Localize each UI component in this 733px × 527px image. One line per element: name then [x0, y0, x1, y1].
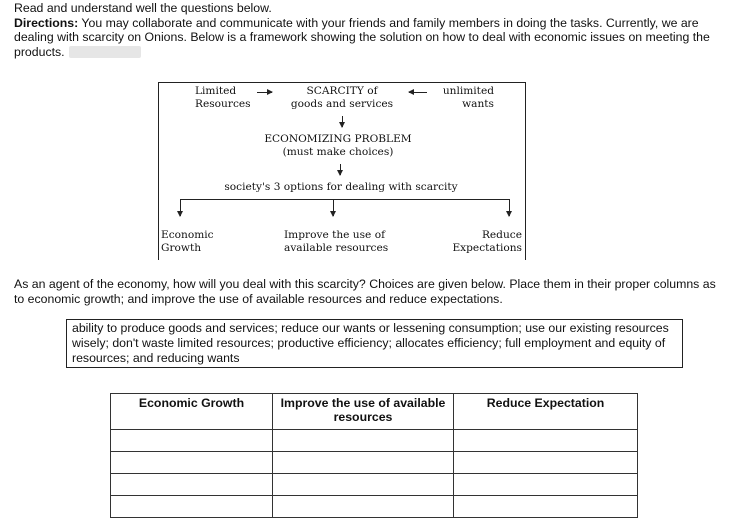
- header-reduce-expectation: Reduce Expectation: [454, 394, 638, 430]
- table-header-row: [111, 394, 638, 430]
- arrow-down-icon: [509, 199, 510, 216]
- frame-right-border: [525, 82, 526, 260]
- frame-left-border: [158, 82, 159, 260]
- answer-cell[interactable]: [111, 452, 273, 474]
- answer-cell[interactable]: [111, 430, 273, 452]
- economic-growth-label: Economic Growth: [161, 229, 214, 254]
- answer-cell[interactable]: [111, 474, 273, 496]
- limited-resources-label: Limited Resources: [195, 85, 251, 110]
- economizing-problem-label: ECONOMIZING PROBLEM (must make choices): [264, 133, 412, 158]
- table-row: [111, 496, 638, 518]
- answer-cell[interactable]: [273, 430, 454, 452]
- arrow-down-icon: [180, 199, 181, 216]
- answer-cell[interactable]: [273, 496, 454, 518]
- answer-cell[interactable]: [273, 452, 454, 474]
- table-row: [111, 474, 638, 496]
- answer-cell[interactable]: [111, 496, 273, 518]
- answer-cell[interactable]: [273, 474, 454, 496]
- three-options-label: society's 3 options for dealing with scarcity: [224, 181, 458, 193]
- frame-top-border: [158, 82, 526, 83]
- reduce-expectations-label: Reduce Expectations: [452, 229, 522, 254]
- arrow-down-icon: [333, 199, 334, 216]
- table-row: [111, 452, 638, 474]
- header-improve-resources: Improve the use of available resources: [273, 394, 454, 430]
- scarcity-label: SCARCITY of goods and services: [290, 85, 394, 110]
- answer-table: [110, 393, 638, 518]
- header-economic-growth: Economic Growth: [111, 394, 273, 430]
- instruction-line: Read and understand well the questions below.: [14, 1, 272, 15]
- unlimited-wants-label: unlimited wants: [442, 85, 494, 110]
- directions-label: Directions:: [14, 15, 79, 30]
- table-row: [111, 430, 638, 452]
- improve-resources-label: Improve the use of available resources: [284, 229, 389, 254]
- redacted-block: [69, 46, 141, 58]
- arrow-down-icon: [340, 164, 341, 175]
- directions-text: You may collaborate and communicate with your friends and family members in doing the tasks. Currently, we are dealing with scarcity on Onions. Below is a framework showing the solution on how to deal with economic issues on meeting the products.: [14, 15, 710, 59]
- branch-line: [180, 199, 509, 200]
- choices-box: ability to produce goods and services; reduce our wants or lessening consumption; use our existing resources wisely; don't waste limited resources; productive efficiency; allocates efficiency; full employment and equity of resources; and reducing wants: [66, 319, 683, 368]
- answer-cell[interactable]: [454, 452, 638, 474]
- arrow-left-icon: [409, 92, 427, 93]
- answer-cell[interactable]: [454, 474, 638, 496]
- question-text: As an agent of the economy, how will you deal with this scarcity? Choices are given below. Place them in their proper columns as to economic growth; and improve the use of available resources and reduce expectations.: [14, 277, 716, 306]
- arrow-right-icon: [257, 92, 272, 93]
- answer-cell[interactable]: [454, 430, 638, 452]
- arrow-down-icon: [342, 116, 343, 127]
- directions-paragraph: [14, 16, 726, 60]
- instructions: [14, 1, 726, 59]
- answer-cell[interactable]: [454, 496, 638, 518]
